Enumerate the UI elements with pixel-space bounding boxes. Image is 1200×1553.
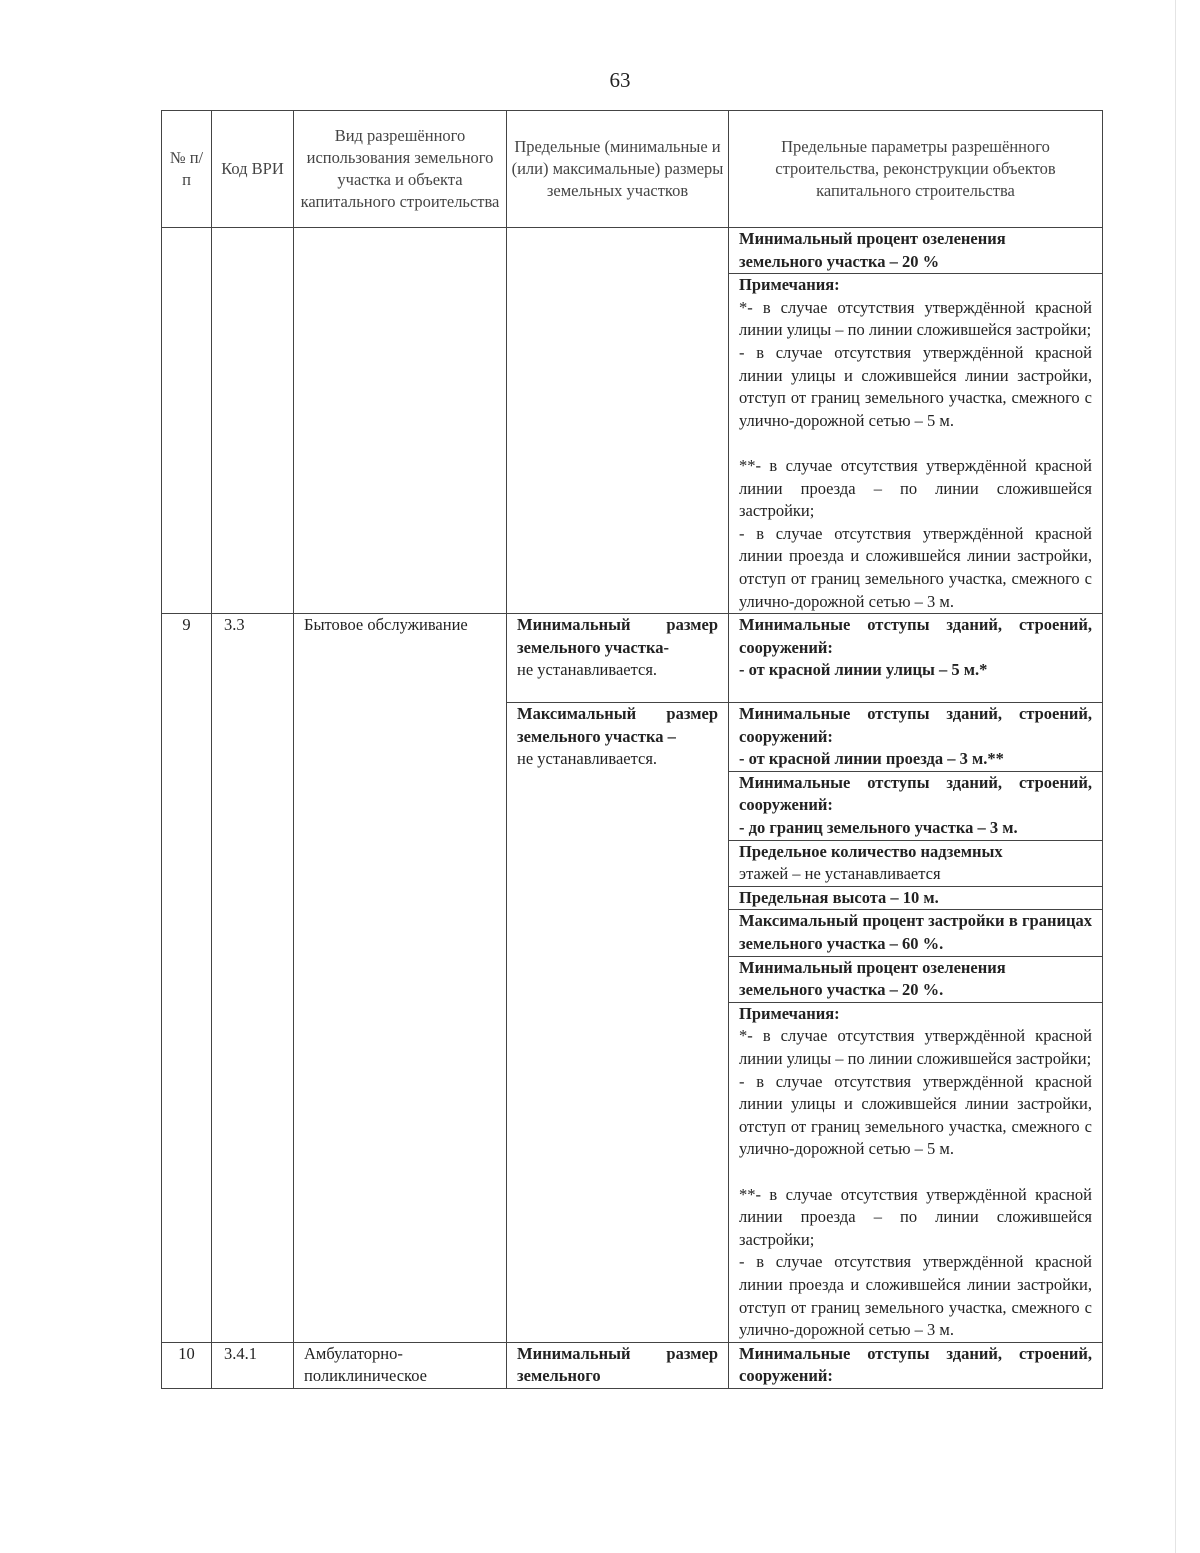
param-green-area: Минимальный процент озеленения земельного участка – 20 %: [739, 229, 1006, 271]
header-plot-sizes: Предельные (минимальные и (или) максимальные) размеры земельных участков: [507, 111, 729, 228]
row-number: 10: [162, 1342, 212, 1388]
param-setback-street: Минимальные отступы зданий, строений, сооружений: - от красной линии улицы – 5 м.*: [739, 615, 1092, 680]
param-max-coverage: Максимальный процент застройки в границах земельного участка – 60 %.: [729, 910, 1102, 956]
table-row-continuation: [162, 228, 1103, 614]
param-setback-boundary: Минимальные отступы зданий, строений, сооружений: - до границ земельного участка – 3 м.: [729, 771, 1102, 840]
max-plot-size: Максимальный размер земельного участка – не устанавливается.: [507, 702, 728, 771]
header-use-type: Вид разрешённого использования земельного участка и объекта капитального строительства: [294, 111, 507, 228]
param-floors: Предельное количество надземных этажей – не устанавливается: [729, 840, 1102, 886]
param-green-area: Минимальный процент озеленения земельного участка – 20 %.: [729, 956, 1102, 1002]
params-cell: [729, 614, 1103, 1343]
row-use-name: Амбулаторно-поликлиническое: [294, 1342, 507, 1388]
plot-sizes-cell: [507, 1342, 729, 1388]
table-row-9: [162, 614, 1103, 1343]
table-header-row: [162, 111, 1103, 228]
param-height: Предельная высота – 10 м.: [729, 886, 1102, 910]
notes-block: Примечания: *- в случае отсутствия утверждённой красной линии улицы – по линии сложившейся застройки; - в случае отсутствия утверждённой красной линии улицы и сложившейся линии застройки, отступ от границ земельного участка, смежного с улично-дорожной сетью – 5 м. **- в случае отсутствия утверждённой красной линии проезда – по линии сложившейся застройки; - в случае отсутствия утверждённой красной линии проезда и сложившейся линии застройки, отступ от границ земельного участка, смежного с улично-дорожной сетью – 3 м.: [729, 1002, 1102, 1341]
row-use-name: Бытовое обслуживание: [294, 614, 507, 1343]
table-row-10: [162, 1342, 1103, 1388]
param-setback: Минимальные отступы зданий, строений, сооружений:: [739, 1343, 1092, 1386]
header-code: Код ВРИ: [212, 111, 294, 228]
page-number: 63: [609, 68, 631, 92]
plot-sizes-cell: [507, 614, 729, 1343]
header-build-params: Предельные параметры разрешённого строительства, реконструкции объектов капитального строительства: [729, 111, 1103, 228]
zoning-parameters-table: [161, 110, 1103, 1389]
row-number: 9: [162, 614, 212, 1343]
min-plot-size: Минимальный размер земельного: [517, 1343, 718, 1386]
params-cell: [729, 1342, 1103, 1388]
row-code: 3.4.1: [212, 1342, 294, 1388]
param-setback-driveway: Минимальные отступы зданий, строений, сооружений: - от красной линии проезда – 3 м.**: [729, 703, 1102, 772]
scan-edge-line: [1175, 0, 1176, 1553]
notes-block: Примечания: *- в случае отсутствия утверждённой красной линии улицы – по линии сложившейся застройки; - в случае отсутствия утверждённой красной линии улицы и сложившейся линии застройки, отступ от границ земельного участка, смежного с улично-дорожной сетью – 5 м. **- в случае отсутствия утверждённой красной линии проезда – по линии сложившейся застройки; - в случае отсутствия утверждённой красной линии проезда и сложившейся линии застройки, отступ от границ земельного участка, смежного с улично-дорожной сетью – 3 м.: [729, 274, 1102, 613]
header-number: № п/п: [162, 111, 212, 228]
row-code: 3.3: [212, 614, 294, 1343]
min-plot-size: Минимальный размер земельного участка- не устанавливается.: [517, 615, 718, 680]
params-cell: [729, 228, 1103, 614]
